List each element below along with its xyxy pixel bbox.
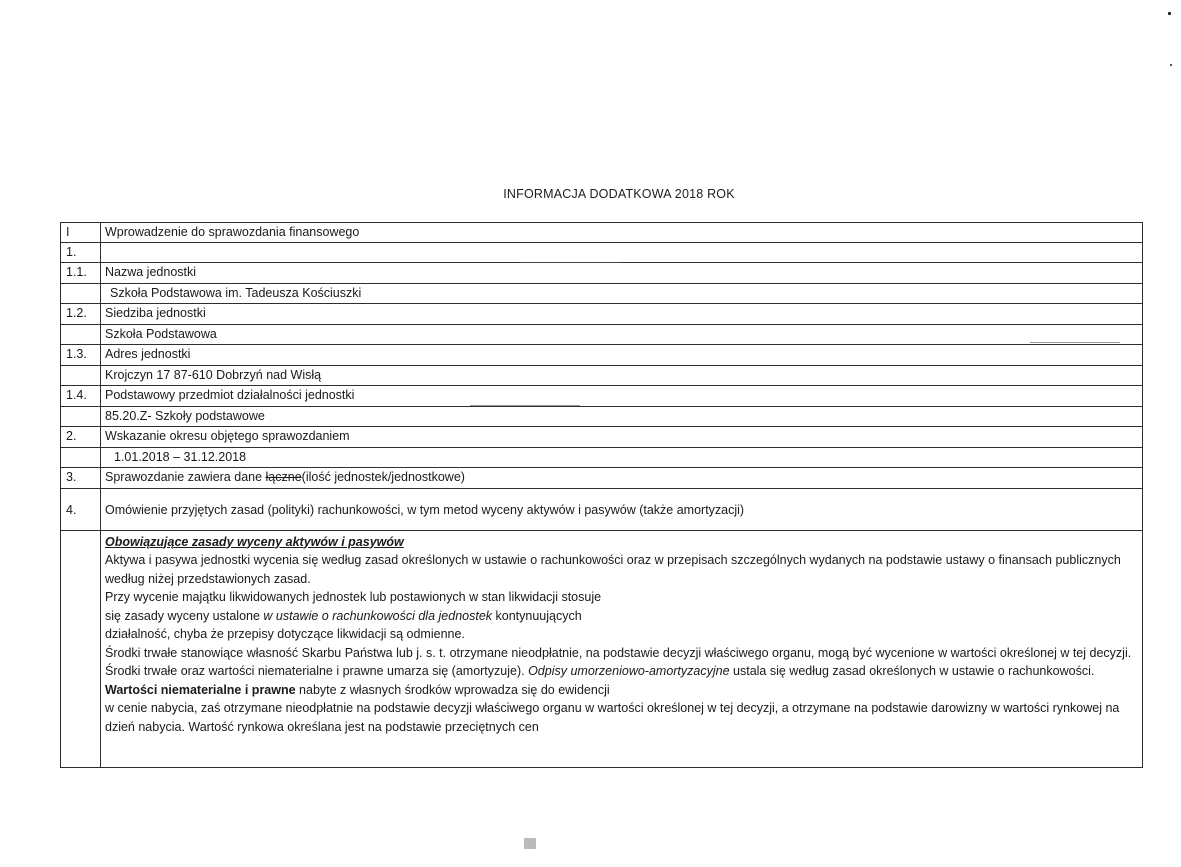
document-title: INFORMACJA DODATKOWA 2018 ROK [503, 187, 735, 201]
row-text: Wprowadzenie do sprawozdania finansowego [105, 225, 360, 239]
policy-paragraph: Przy wycenie majątku likwidowanych jednostek lub postawionych w stan likwidacji stosuje [105, 590, 602, 604]
scan-smudge [520, 262, 620, 263]
row-text: Nazwa jednostki [105, 265, 197, 279]
text-part: ustala się według zasad określonych w ustawie o rachunkowości. [729, 664, 1095, 678]
info-table [60, 222, 1143, 768]
policy-paragraph: działalność, chyba że przepisy dotyczące likwidacji są odmienne. [105, 627, 465, 641]
row-number [61, 448, 101, 468]
table-row [61, 448, 1142, 469]
scan-speck [524, 838, 536, 849]
italic-text: w ustawie o rachunkowości dla jednostek [263, 608, 493, 623]
text-part: się zasady wyceny ustalone [105, 608, 264, 623]
row-number: I [61, 223, 101, 242]
row-number: 1.2. [61, 304, 101, 324]
row-text: Podstawowy przedmiot działalności jednostki [105, 388, 355, 402]
table-row [61, 304, 1142, 325]
row-number: 1.3. [61, 345, 101, 365]
row-text: Szkoła Podstawowa im. Tadeusza Kościuszki [110, 285, 362, 300]
policy-paragraph: Aktywa i pasywa jednostki wycenia się według zasad określonych w ustawie o rachunkowości oraz w przepisach szczególnych wydanych na podstawie ustawy o finansach publicznych według niżej przedstawionych zasad. [105, 553, 1121, 586]
row-number: 2. [61, 427, 101, 447]
table-row [61, 407, 1142, 428]
row-text: Adres jednostki [105, 347, 191, 361]
row-text: Omówienie przyjętych zasad (polityki) rachunkowości, w tym metod wyceny aktywów i pasywów (także amortyzacji) [105, 502, 745, 517]
row-text-part: (ilość jednostek/jednostkowe) [301, 470, 465, 484]
row-number [61, 366, 101, 386]
text-part: Środki trwałe oraz wartości niematerialne i prawne umarza się (amortyzuje). [105, 664, 529, 678]
row-number [61, 284, 101, 304]
policy-paragraph [105, 607, 1142, 626]
policy-paragraph: Środki trwałe stanowiące własność Skarbu Państwa lub j. s. t. otrzymane nieodpłatnie, na podstawie decyzji właściwego organu, mogą być wycenione w wartości określonej w tej decyzji. [105, 645, 1132, 660]
row-text: Siedziba jednostki [105, 306, 206, 320]
row-text: Szkoła Podstawowa [105, 326, 217, 341]
table-row [61, 489, 1142, 531]
row-text: Krojczyn 17 87-610 Dobrzyń nad Wisłą [105, 367, 322, 382]
policy-paragraph [105, 681, 1142, 700]
row-number [61, 325, 101, 345]
scan-smudge [470, 405, 580, 406]
row-text: 1.01.2018 – 31.12.2018 [114, 449, 247, 464]
row-text: Wskazanie okresu objętego sprawozdaniem [105, 429, 350, 443]
italic-text: Odpisy umorzeniowo-amortyzacyjne [528, 664, 730, 678]
struck-text: łączne [265, 470, 302, 484]
table-row [61, 386, 1142, 407]
row-number [61, 407, 101, 427]
row-number: 1.4. [61, 386, 101, 406]
row-number: 1. [61, 243, 101, 262]
table-row-body [61, 531, 1142, 767]
row-text [101, 243, 1142, 262]
text-part: kontynuujących [492, 608, 582, 623]
table-row [61, 243, 1142, 263]
row-number: 1.1. [61, 263, 101, 283]
scan-speck [1168, 12, 1171, 15]
table-row [61, 325, 1142, 346]
table-row [61, 427, 1142, 448]
row-text [101, 468, 1142, 488]
table-row [61, 263, 1142, 284]
scan-speck [1170, 64, 1172, 66]
policy-paragraph: w cenie nabycia, zaś otrzymane nieodpłatnie na podstawie decyzji właściwego organu w wartości określonej w tej decyzji, a otrzymane na podstawie darowizny w wartości rynkowej na dzień nabycia. Wartość rynkowa określana jest na podstawie przeciętnych cen [105, 701, 1120, 734]
table-row [61, 468, 1142, 489]
row-text: 85.20.Z- Szkoły podstawowe [105, 408, 265, 423]
policy-heading: Obowiązujące zasady wyceny aktywów i pasywów [105, 534, 404, 549]
row-text-part: Sprawozdanie zawiera dane [105, 470, 266, 484]
table-row [61, 345, 1142, 366]
row-number: 4. [61, 489, 101, 530]
policy-paragraph [105, 662, 1142, 681]
scan-smudge [1030, 342, 1120, 343]
table-row [61, 366, 1142, 387]
table-row [61, 284, 1142, 305]
policy-text [101, 531, 1142, 767]
row-number: 3. [61, 468, 101, 488]
table-row [61, 223, 1142, 243]
text-part: nabyte z własnych środków wprowadza się do ewidencji [295, 682, 610, 697]
bold-text: Wartości niematerialne i prawne [105, 682, 296, 697]
row-number [61, 531, 101, 767]
